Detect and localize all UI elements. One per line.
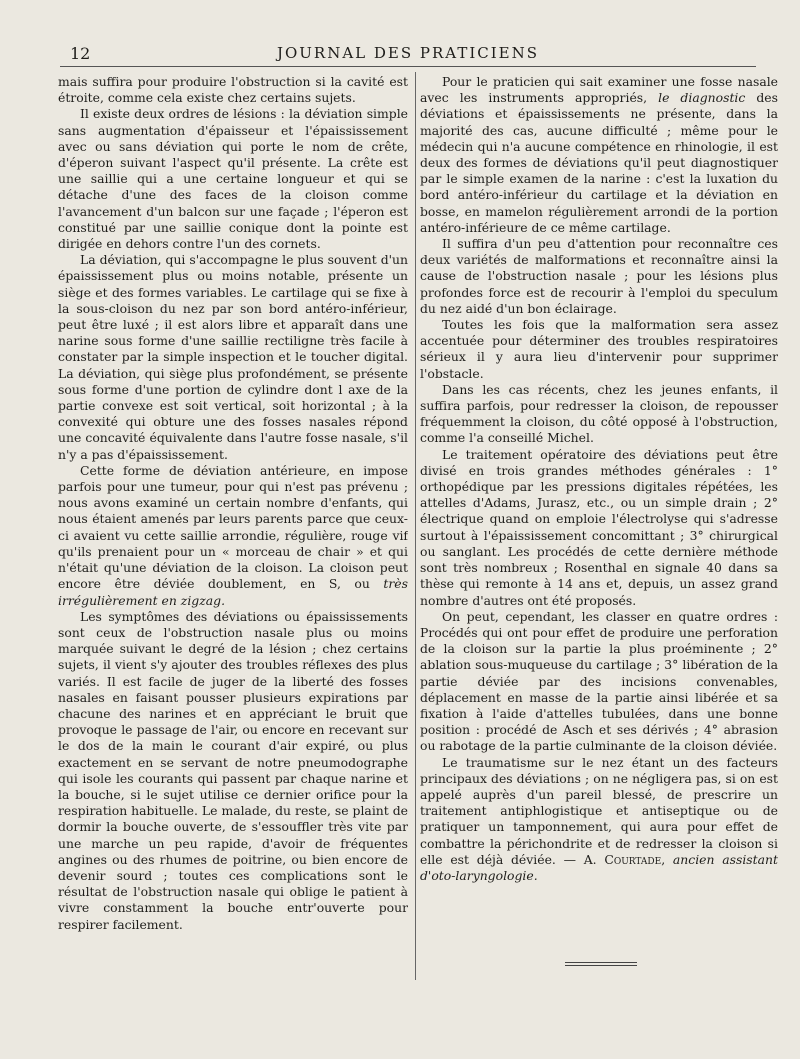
paragraph bbox=[420, 74, 778, 236]
paragraph: mais suffira pour produire l'obstruction si la cavité est étroite, comme cela existe chez certains sujets. bbox=[58, 74, 408, 106]
article-end-rule bbox=[565, 962, 637, 968]
paragraph bbox=[420, 755, 778, 885]
paragraph: Il existe deux ordres de lésions : la déviation simple sans augmentation d'épaisseur et l'épaississement avec ou sans déviation qui porte le nom de crête, d'éperon suivant l'aspect qu'il présente. La crête est une saillie qui a une certaine longueur et qui se détache d'une des faces de la cloison comme l'avancement d'un balcon sur une façade ; l'éperon est constitué par une saillie conique dont la pointe est dirigée en dehors contre l'un des cornets. bbox=[58, 106, 408, 252]
paragraph-text: Le traumatisme sur le nez étant un des facteurs principaux des déviations ; on ne négligera pas, si on est appelé auprès d'un pareil blessé, de prescrire un traitement antiphlogistique et antiseptique ou de pratiquer un tamponnement, qui aura pour effet de combattre la périchondrite et de redresser la cloison si elle est déjà déviée. — A. bbox=[420, 754, 778, 867]
paragraph: Le traitement opératoire des déviations peut être divisé en trois grandes méthodes générales : 1° orthopédique par les pressions digitales répétées, les attelles d'Adams, Jurasz, etc., ou un simple drain ; 2° électrique quand on emploie l'électrolyse qui s'adresse surtout à l'épaississement concomittant ; 3° chirurgical ou sanglant. Les procédés de cette dernière méthode sont très nombreux ; Rosenthal en signale 40 dans sa thèse qui remonte à 14 ans et, depuis, un assez grand nombre d'autres ont été proposés. bbox=[420, 446, 778, 608]
author-title: ancien assistant d'oto-laryngologie. bbox=[420, 851, 778, 883]
paragraph: Dans les cas récents, chez les jeunes enfants, il suffira parfois, pour redresser la cloison, de repousser fréquemment la cloison, du côté opposé à l'obstruction, comme l'a conseillé Michel. bbox=[420, 381, 778, 446]
paragraph-text: Pour le praticien qui sait examiner une fosse nasale avec les instruments appropriés, bbox=[420, 74, 778, 106]
paragraph: Toutes les fois que la malformation sera assez accentuée pour déterminer des troubles respiratoires sérieux il y aura lieu d'intervenir pour supprimer l'obstacle. bbox=[420, 317, 778, 381]
italic-text: très irrégulièrement en zigzag. bbox=[58, 576, 408, 608]
paragraph: La déviation, qui s'accompagne le plus souvent d'un épaississement plus ou moins notable, présente un siège et des formes variables. Le cartilage qui se fixe à la sous-cloison du nez par son bord antéro-inférieur, peut être luxé ; il est alors libre et apparaît dans une narine sous forme d'une saillie rectiligne très facile à constater par la simple inspection et le toucher digital. La déviation, qui siège plus profondément, se présente sous forme d'une portion de cylindre dont l axe de la partie convexe est soit vertical, soit horizontal ; à la convexité qui obture une des fosses nasales répond une concavité équivalente dans l'autre fosse nasale, s'il n'y a pas d'épaississement. bbox=[58, 252, 408, 462]
paragraph-text: des déviations et épaississements ne présente, dans la majorité des cas, aucune difficulté ; même pour le médecin qui n'a aucune compétence en rhinologie, il est deux des formes de déviations qu'il peut diagnostiquer par le simple examen de la narine : c'est la luxation du bord antéro-inférieur du cartilage et la déviation en bosse, en mamelon régulièrement arrondi de la portion antéro-inférieure de ce même cartilage. bbox=[420, 90, 778, 235]
page-number: 12 bbox=[70, 44, 91, 63]
paragraph: Les symptômes des déviations ou épaississements sont ceux de l'obstruction nasale plus ou moins marquée suivant le degré de la lésion ; chez certains sujets, il vient s'y ajouter des troubles réflexes des plus variés. Il est facile de juger de la liberté des fosses nasales en faisant pousser plusieurs expirations par chacune des narines et en appréciant le bruit que provoque le passage de l'air, ou encore en recevant sur le dos de la main le courant d'air expiré, ou plus exactement en se servant de notre pneumodographe qui isole les courants qui passent par chaque narine et la bouche, si le sujet utilise ce dernier orifice pour la respiration habituelle. Le malade, du reste, se plaint de dormir la bouche ouverte, de s'essouffler très vite par une marche un peu rapide, d'avoir de fréquentes angines ou des rhumes de poitrine, ou bien encore de devenir sourd ; toutes ces complications sont le résultat de l'obstruction nasale qui oblige le patient à vivre constamment la bouche entr'ouverte pour respirer facilement. bbox=[58, 608, 408, 932]
journal-title: JOURNAL DES PRATICIENS bbox=[276, 44, 540, 62]
left-column bbox=[58, 74, 408, 979]
author-signature: Courtade, bbox=[604, 851, 666, 867]
paragraph-text: Cette forme de déviation antérieure, en impose parfois pour une tumeur, pour qui n'est pas prévenu ; nous avons examiné un certain nombre d'enfants, qui nous étaient amenés par leurs parents parce que ceux-ci avaient vu cette saillie arrondie, régulière, rouge vif qu'ils prenaient pour un « morceau de chair » et qui n'était qu'une déviation de la cloison. La cloison peut encore être déviée doublement, en S, ou bbox=[58, 462, 408, 592]
column-divider bbox=[415, 72, 416, 980]
page-header bbox=[60, 44, 756, 67]
paragraph: Il suffira d'un peu d'attention pour reconnaître ces deux variétés de malformations et reconnaître ainsi la cause de l'obstruction nasale ; pour les lésions plus profondes force est de recourir à l'emploi du speculum du nez aidé d'un bon éclairage. bbox=[420, 236, 778, 316]
right-column bbox=[420, 74, 778, 979]
paragraph bbox=[58, 463, 408, 609]
paragraph: On peut, cependant, les classer en quatre ordres : Procédés qui ont pour effet de produire une perforation de la cloison sur la partie la plus proéminente ; 2° ablation sous-muqueuse du cartilage ; 3° libération de la partie déviée par des incisions convenables, déplacement en masse de la partie ainsi libérée et sa fixation à l'aide d'attelles tubulées, dans une bonne position : procédé de Asch et ses dérivés ; 4° abrasion ou rabotage de la partie culminante de la cloison déviée. bbox=[420, 608, 778, 754]
italic-text: le diagnostic bbox=[658, 90, 746, 106]
